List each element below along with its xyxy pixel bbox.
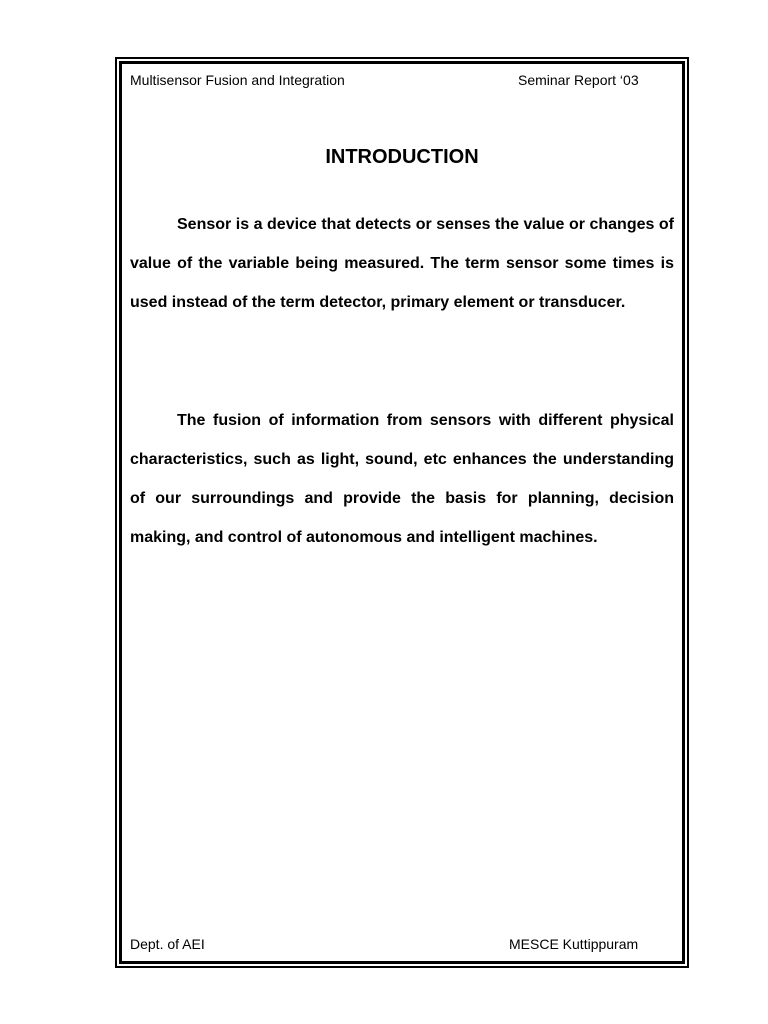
footer-department: Dept. of AEI [130,936,205,952]
header-report-label: Seminar Report ‘03 [518,72,639,88]
paragraph-1: Sensor is a device that detects or senses the value or changes of value of the variable being measured. The term sensor some times is used instead of the term detector, primary element or transducer. [130,216,674,311]
paragraph-2: The fusion of information from sensors with different physical characteristics, such as light, sound, etc enhances the understanding of our surroundings and provide the basis for planning, decision making, and control of autonomous and intelligent machines. [130,412,674,546]
section-title: INTRODUCTION [325,146,479,168]
footer-institution: MESCE Kuttippuram [509,936,639,952]
header-report-title: Multisensor Fusion and Integration [130,72,345,88]
